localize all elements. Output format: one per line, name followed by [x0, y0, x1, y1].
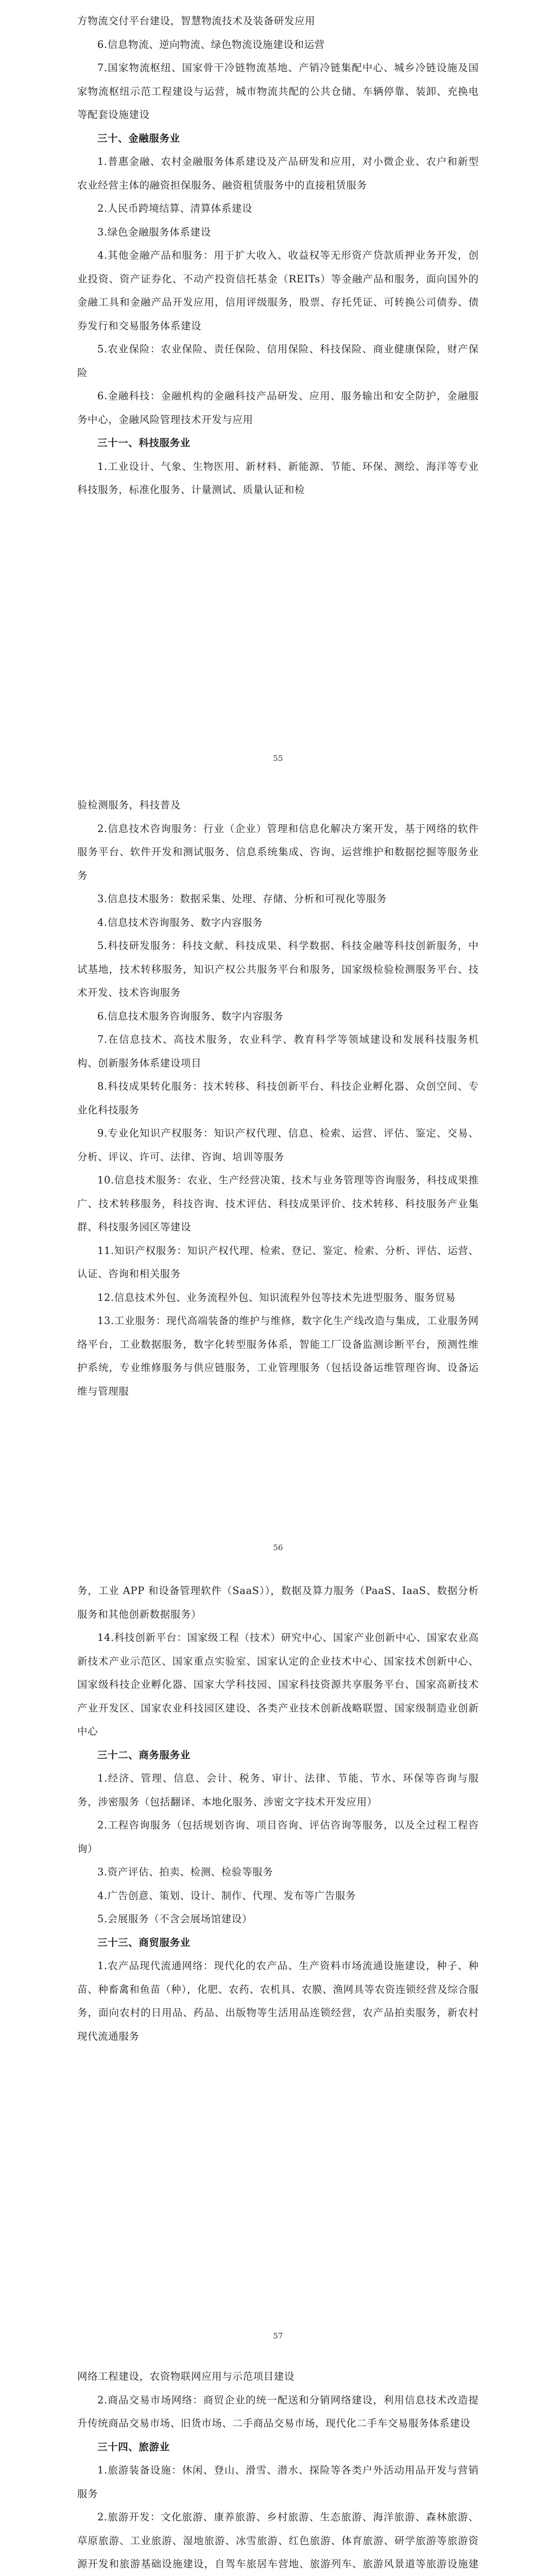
page-body: [77, 9, 479, 502]
paragraph: 3.资产评估、拍卖、检测、检验等服务: [97, 1866, 273, 1878]
paragraph: 1.普惠金融、农村金融服务体系建设及产品研发和应用，对小微企业、农户和新型农业经营主体的融资担保服务、融资租赁服务中的直接租赁服务: [77, 156, 479, 191]
paragraph: 务，工业 APP 和设备管理软件（SaaS）），数据及算力服务（PaaS、IaaS、数据分析服务和其他创新数据服务）: [77, 1585, 479, 1620]
paragraph: 6.金融科技：金融机构的金融科技产品研发、应用、服务输出和安全防护，金融服务中心，金融风险管理技术开发与应用: [77, 390, 479, 426]
paragraph: 5.科技研发服务：科技文献、科技成果、科学数据、科技金融等科技创新服务，中试基地，技术转移服务，知识产权公共服务平台和服务，国家级检验检测服务平台、技术开发、技术咨询服务: [77, 940, 479, 998]
paragraph: 6.信息物流、逆向物流、绿色物流设施建设和运营: [97, 38, 325, 50]
paragraph: 1.经济、管理、信息、会计、税务、审计、法律、节能、节水、环保等咨询与服务，涉密服务（包括翻译、本地化服务、涉密文字技术开发应用）: [77, 1772, 479, 1808]
paragraph: 2.工程咨询服务（包括规划咨询、项目咨询、评估咨询等服务，以及全过程工程咨询）: [77, 1819, 479, 1855]
paragraph: 2.人民币跨境结算、清算体系建设: [97, 202, 253, 214]
page-body: [77, 1579, 479, 2048]
paragraph: 9.专业化知识产权服务：知识产权代理、信息、检索、运营、评估、鉴定、交易、分析、评议、许可、法律、咨询、培训等服务: [77, 1127, 479, 1163]
paragraph: 13.工业服务：现代高端装备的维护与维修，数字化生产线改造与集成，工业服务网络平台，工业数据服务，数字化转型服务体系，智能工厂设备监测诊断平台，预测性维护系统，专业维修服务与供应链服务，工业管理服务（包括设备运维管理咨询、设备运维与管理服: [77, 1315, 479, 1397]
paragraph: 2.商品交易市场网络：商贸企业的统一配送和分销网络建设，利用信息技术改造提升传统商品交易市场、旧货市场、二手商品交易市场，现代化二手车交易服务体系建设: [77, 2394, 479, 2429]
page-number: 57: [273, 2331, 283, 2341]
paragraph: 10.信息技术服务：农业、生产经营决策、技术与业务管理等咨询服务，科技成果推广、技术转移服务，科技咨询、技术评估、科技成果评价、技术转移、科技服务产业集群、科技服务园区等建设: [77, 1174, 479, 1233]
section-heading: 三十二、商务服务业: [97, 1749, 190, 1761]
paragraph: 4.信息技术咨询服务、数字内容服务: [97, 916, 263, 928]
section-heading: 三十、金融服务业: [97, 132, 180, 144]
page: [0, 1579, 556, 2362]
page-number: 55: [273, 754, 283, 763]
paragraph: 5.会展服务（不含会展场馆建设）: [97, 1913, 253, 1925]
paragraph: 4.广告创意、策划、设计、制作、代理、发布等广告服务: [97, 1889, 356, 1902]
paragraph: 12.信息技术外包、业务流程外包、知识流程外包等技术先进型服务、服务贸易: [97, 1291, 456, 1303]
paragraph: 14.科技创新平台：国家级工程（技术）研究中心、国家产业创新中心、国家农业高新技术产业示范区、国家重点实验室、国家认定的企业技术中心、国家技术创新中心、国家级科技企业孵化器、国家大学科技园、国家科技资源共享服务平台、国家高新技术产业开发区、国家农业科技园区建设、各类产业技术创新战略联盟、国家级制造业创新中心: [77, 1632, 479, 1737]
paragraph: 1.工业设计、气象、生物医用、新材料、新能源、节能、环保、测绘、海洋等专业科技服务，标准化服务、计量测试、质量认证和检: [77, 460, 479, 496]
section-heading: 三十一、科技服务业: [97, 437, 190, 449]
paragraph: 1.旅游装备设施：休闲、登山、滑雪、潜水、探险等各类户外活动用品开发与营销服务: [77, 2464, 479, 2500]
paragraph: 5.农业保险：农业保险、责任保险、信用保险、科技保险、商业健康保险，财产保险: [77, 343, 479, 379]
paragraph: 方物流交付平台建设，智慧物流技术及装备研发应用: [77, 15, 316, 27]
paragraph: 2.信息技术咨询服务：行业（企业）管理和信息化解决方案开发，基于网络的软件服务平台、软件开发和测试服务、信息系统集成、咨询、运营维护和数据挖掘等服务业务: [77, 822, 479, 882]
page-body: [77, 793, 479, 1403]
paragraph: 11.知识产权服务：知识产权代理、检索、登记、鉴定、检索、分析、评估、运营、认证、咨询和相关服务: [77, 1244, 479, 1280]
paragraph: 2.旅游开发：文化旅游、康养旅游、乡村旅游、生态旅游、海洋旅游、森林旅游、草原旅游、工业旅游、湿地旅游、冰雪旅游、红色旅游、体育旅游、研学旅游等旅游资源开发和旅游基础设施建设，自驾车旅居车营地、旅游列车、旅游风景道等旅游设施建: [77, 2511, 479, 2570]
paragraph: 3.绿色金融服务体系建设: [97, 226, 211, 238]
paragraph: 1.农产品现代流通网络：现代化的农产品、生产资料市场流通设施建设，种子、种苗、种畜禽和鱼苗（种），化肥、农药、农机具、农膜、渔网具等农资连锁经营及综合服务，面向农村的日用品、药品、出版物等生活用品连锁经营，农产品拍卖服务，新农村现代流通服务: [77, 1960, 479, 2042]
paragraph: 7.国家物流枢纽、国家骨干冷链物流基地、产销冷链集配中心、城乡冷链设施及国家物流枢纽示范工程建设与运营，城市物流共配的公共仓储、车辆停靠、装卸、充换电等配套设施建设: [77, 62, 479, 121]
paragraph: 8.科技成果转化服务：技术转移、科技创新平台、科技企业孵化器、众创空间、专业化科技服务: [77, 1080, 479, 1116]
page-body: [77, 2365, 479, 2576]
section-heading: 三十三、商贸服务业: [97, 1936, 190, 1948]
page: [0, 793, 556, 1577]
paragraph: 7.在信息技术、高技术服务，农业科学、教育科学等领域建设和发展科技服务机构、创新服务体系建设项目: [77, 1033, 479, 1069]
page: [0, 2365, 556, 2576]
section-heading: 三十四、旅游业: [97, 2441, 170, 2453]
paragraph: 3.信息技术服务：数据采集、处理、存储、分析和可视化等服务: [97, 893, 387, 905]
paragraph: 4.其他金融产品和服务：用于扩大收入、收益权等无形资产贷款质押业务开发，创业投资、资产证券化、不动产投资信托基金（REITs）等金融产品和服务，面向国外的金融工具和金融产品开发应用，信用评级服务，股票、存托凭证、可转换公司债券、债券发行和交易服务体系建设: [77, 249, 479, 332]
paragraph: 验检测服务，科技普及: [77, 799, 181, 811]
paragraph: 网络工程建设，农资物联网应用与示范项目建设: [77, 2370, 295, 2382]
page-number: 56: [273, 1543, 283, 1552]
paragraph: 6.信息技术服务咨询服务、数字内容服务: [97, 1010, 284, 1022]
page: [0, 9, 556, 792]
